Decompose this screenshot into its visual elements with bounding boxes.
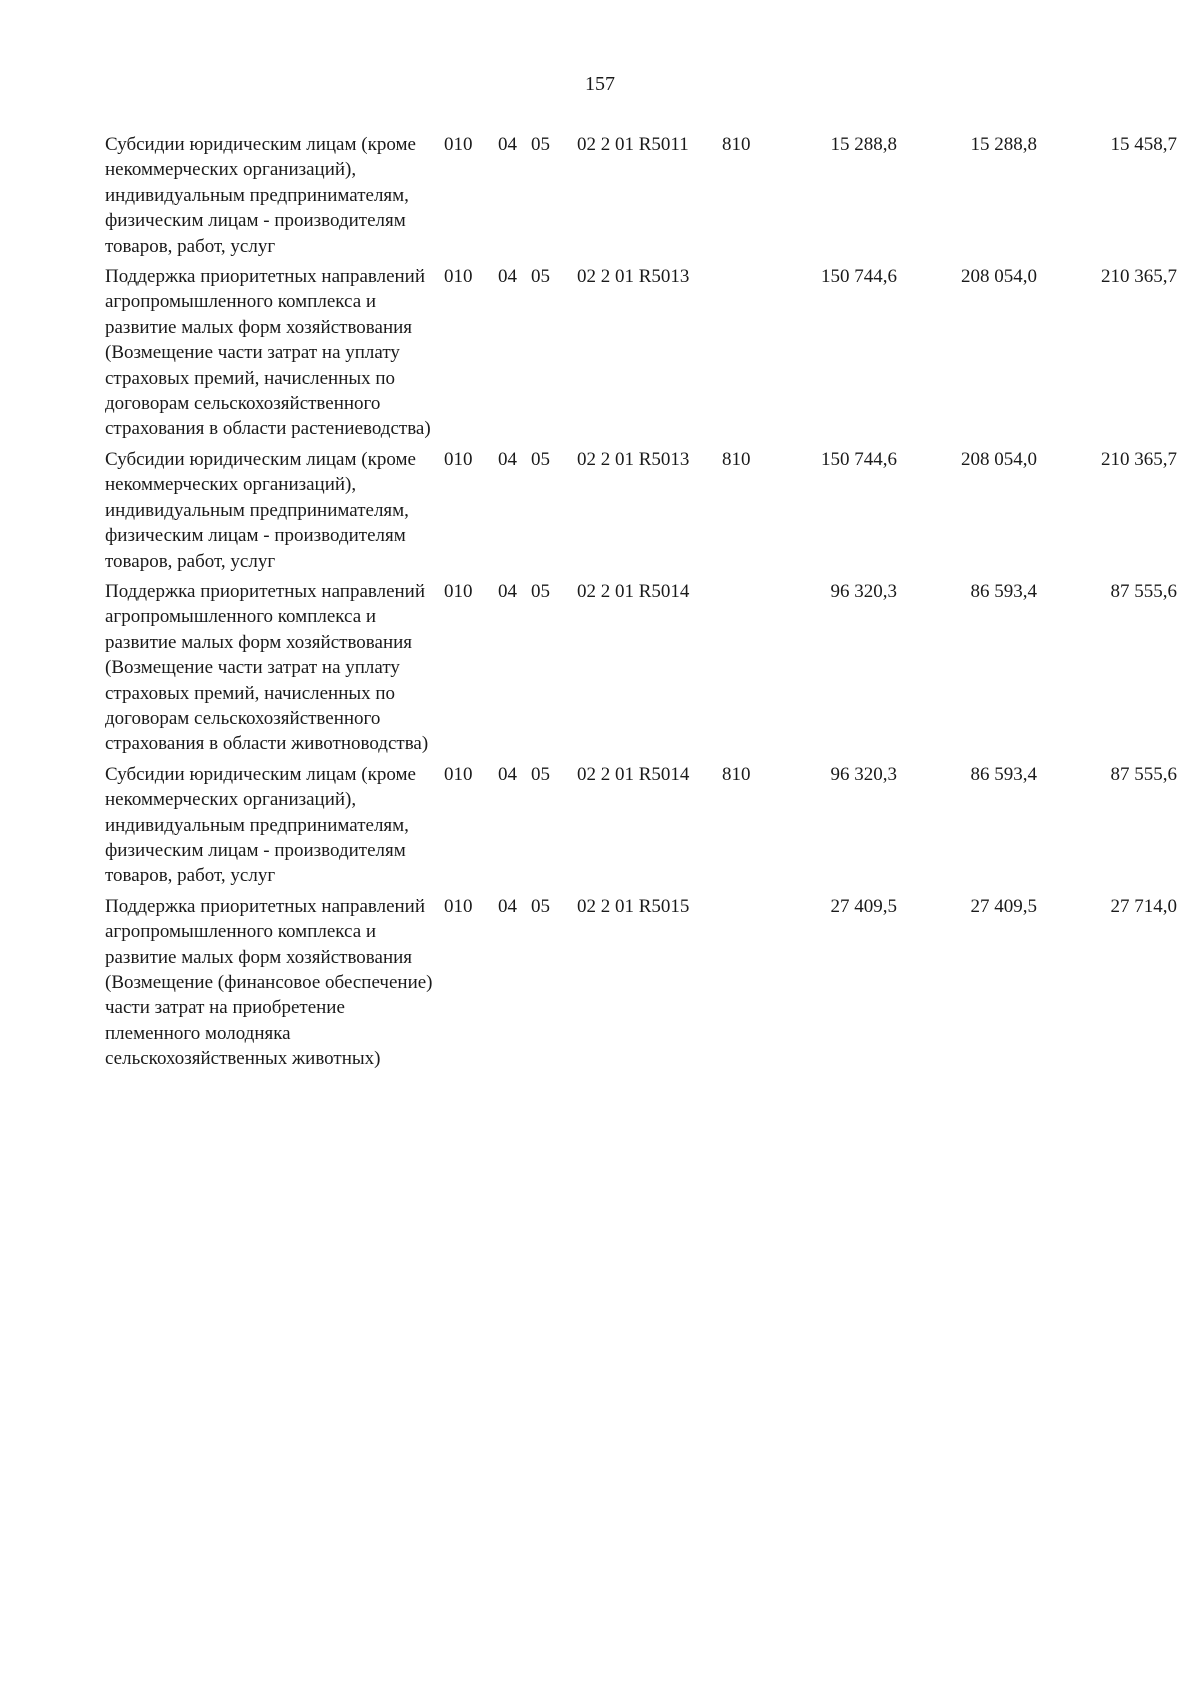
row-ministry-code: 010 [444,895,473,917]
row-description: Поддержка приоритетных направлений агропромышленного комплекса и развитие малых форм хозяйствования (Возмещение части затрат на уплату страховых премий, начисленных по договорам сельскохозяйственного страхования в области животноводства) [105,580,429,755]
row-target-article: 02 2 01 R5013 [577,448,690,470]
row-expense-type: 810 [722,448,751,470]
row-amount-year3: 87 555,6 [1110,763,1177,785]
row-amount-year3: 210 365,7 [1101,448,1177,470]
row-amount-year1: 96 320,3 [830,763,897,785]
row-section-code: 04 [498,448,517,470]
row-target-article: 02 2 01 R5013 [577,266,690,288]
row-description: Субсидии юридическим лицам (кроме некоммерческих организаций), индивидуальным предпринимателям, физическим лицам - производителям товаров, работ, услуг [105,448,416,572]
row-amount-year3: 87 555,6 [1110,580,1177,602]
row-amount-year2: 86 593,4 [970,580,1037,602]
table-row [0,264,1200,442]
table-row [0,579,1200,757]
budget-table [0,132,1200,1072]
row-description: Субсидии юридическим лицам (кроме некоммерческих организаций), индивидуальным предпринимателям, физическим лицам - производителям товаров, работ, услуг [105,134,416,257]
row-amount-year1: 96 320,3 [830,580,897,602]
row-amount-year1: 15 288,8 [830,134,897,155]
row-target-article: 02 2 01 R5014 [577,763,690,785]
row-section-code: 04 [498,134,517,155]
row-subsection-code: 05 [531,448,550,470]
row-ministry-code: 010 [444,763,473,785]
row-amount-year2: 208 054,0 [961,266,1037,288]
table-row [0,447,1200,574]
row-target-article: 02 2 01 R5015 [577,895,690,917]
row-amount-year3: 210 365,7 [1101,266,1177,288]
table-row [0,762,1200,889]
row-amount-year1: 150 744,6 [821,266,897,288]
row-ministry-code: 010 [444,134,473,155]
row-subsection-code: 05 [531,895,550,917]
row-ministry-code: 010 [444,266,473,288]
row-subsection-code: 05 [531,266,550,288]
row-section-code: 04 [498,580,517,602]
row-description: Поддержка приоритетных направлений агропромышленного комплекса и развитие малых форм хозяйствования (Возмещение (финансовое обеспечение) части затрат на приобретение племенного молодняка сельскохозяйственных животных) [105,895,433,1070]
row-amount-year1: 27 409,5 [830,895,897,917]
row-amount-year2: 27 409,5 [970,895,1037,917]
row-ministry-code: 010 [444,580,473,602]
table-row [0,132,1200,259]
row-subsection-code: 05 [531,580,550,602]
row-section-code: 04 [498,763,517,785]
row-subsection-code: 05 [531,134,550,155]
row-amount-year3: 15 458,7 [1110,134,1177,155]
page-number: 157 [585,73,615,95]
row-amount-year2: 86 593,4 [970,763,1037,785]
row-target-article: 02 2 01 R5014 [577,580,690,602]
row-expense-type: 810 [722,763,751,785]
row-expense-type: 810 [722,134,751,155]
row-amount-year2: 15 288,8 [970,134,1037,155]
row-description: Субсидии юридическим лицам (кроме некоммерческих организаций), индивидуальным предпринимателям, физическим лицам - производителям товаров, работ, услуг [105,763,416,887]
table-row [0,894,1200,1072]
row-target-article: 02 2 01 R5011 [577,134,689,155]
row-subsection-code: 05 [531,763,550,785]
row-section-code: 04 [498,266,517,288]
row-amount-year2: 208 054,0 [961,448,1037,470]
row-amount-year3: 27 714,0 [1110,895,1177,917]
row-description: Поддержка приоритетных направлений агропромышленного комплекса и развитие малых форм хозяйствования (Возмещение части затрат на уплату страховых премий, начисленных по договорам сельскохозяйственного страхования в области растениеводства) [105,266,431,440]
row-section-code: 04 [498,895,517,917]
row-amount-year1: 150 744,6 [821,448,897,470]
row-ministry-code: 010 [444,448,473,470]
